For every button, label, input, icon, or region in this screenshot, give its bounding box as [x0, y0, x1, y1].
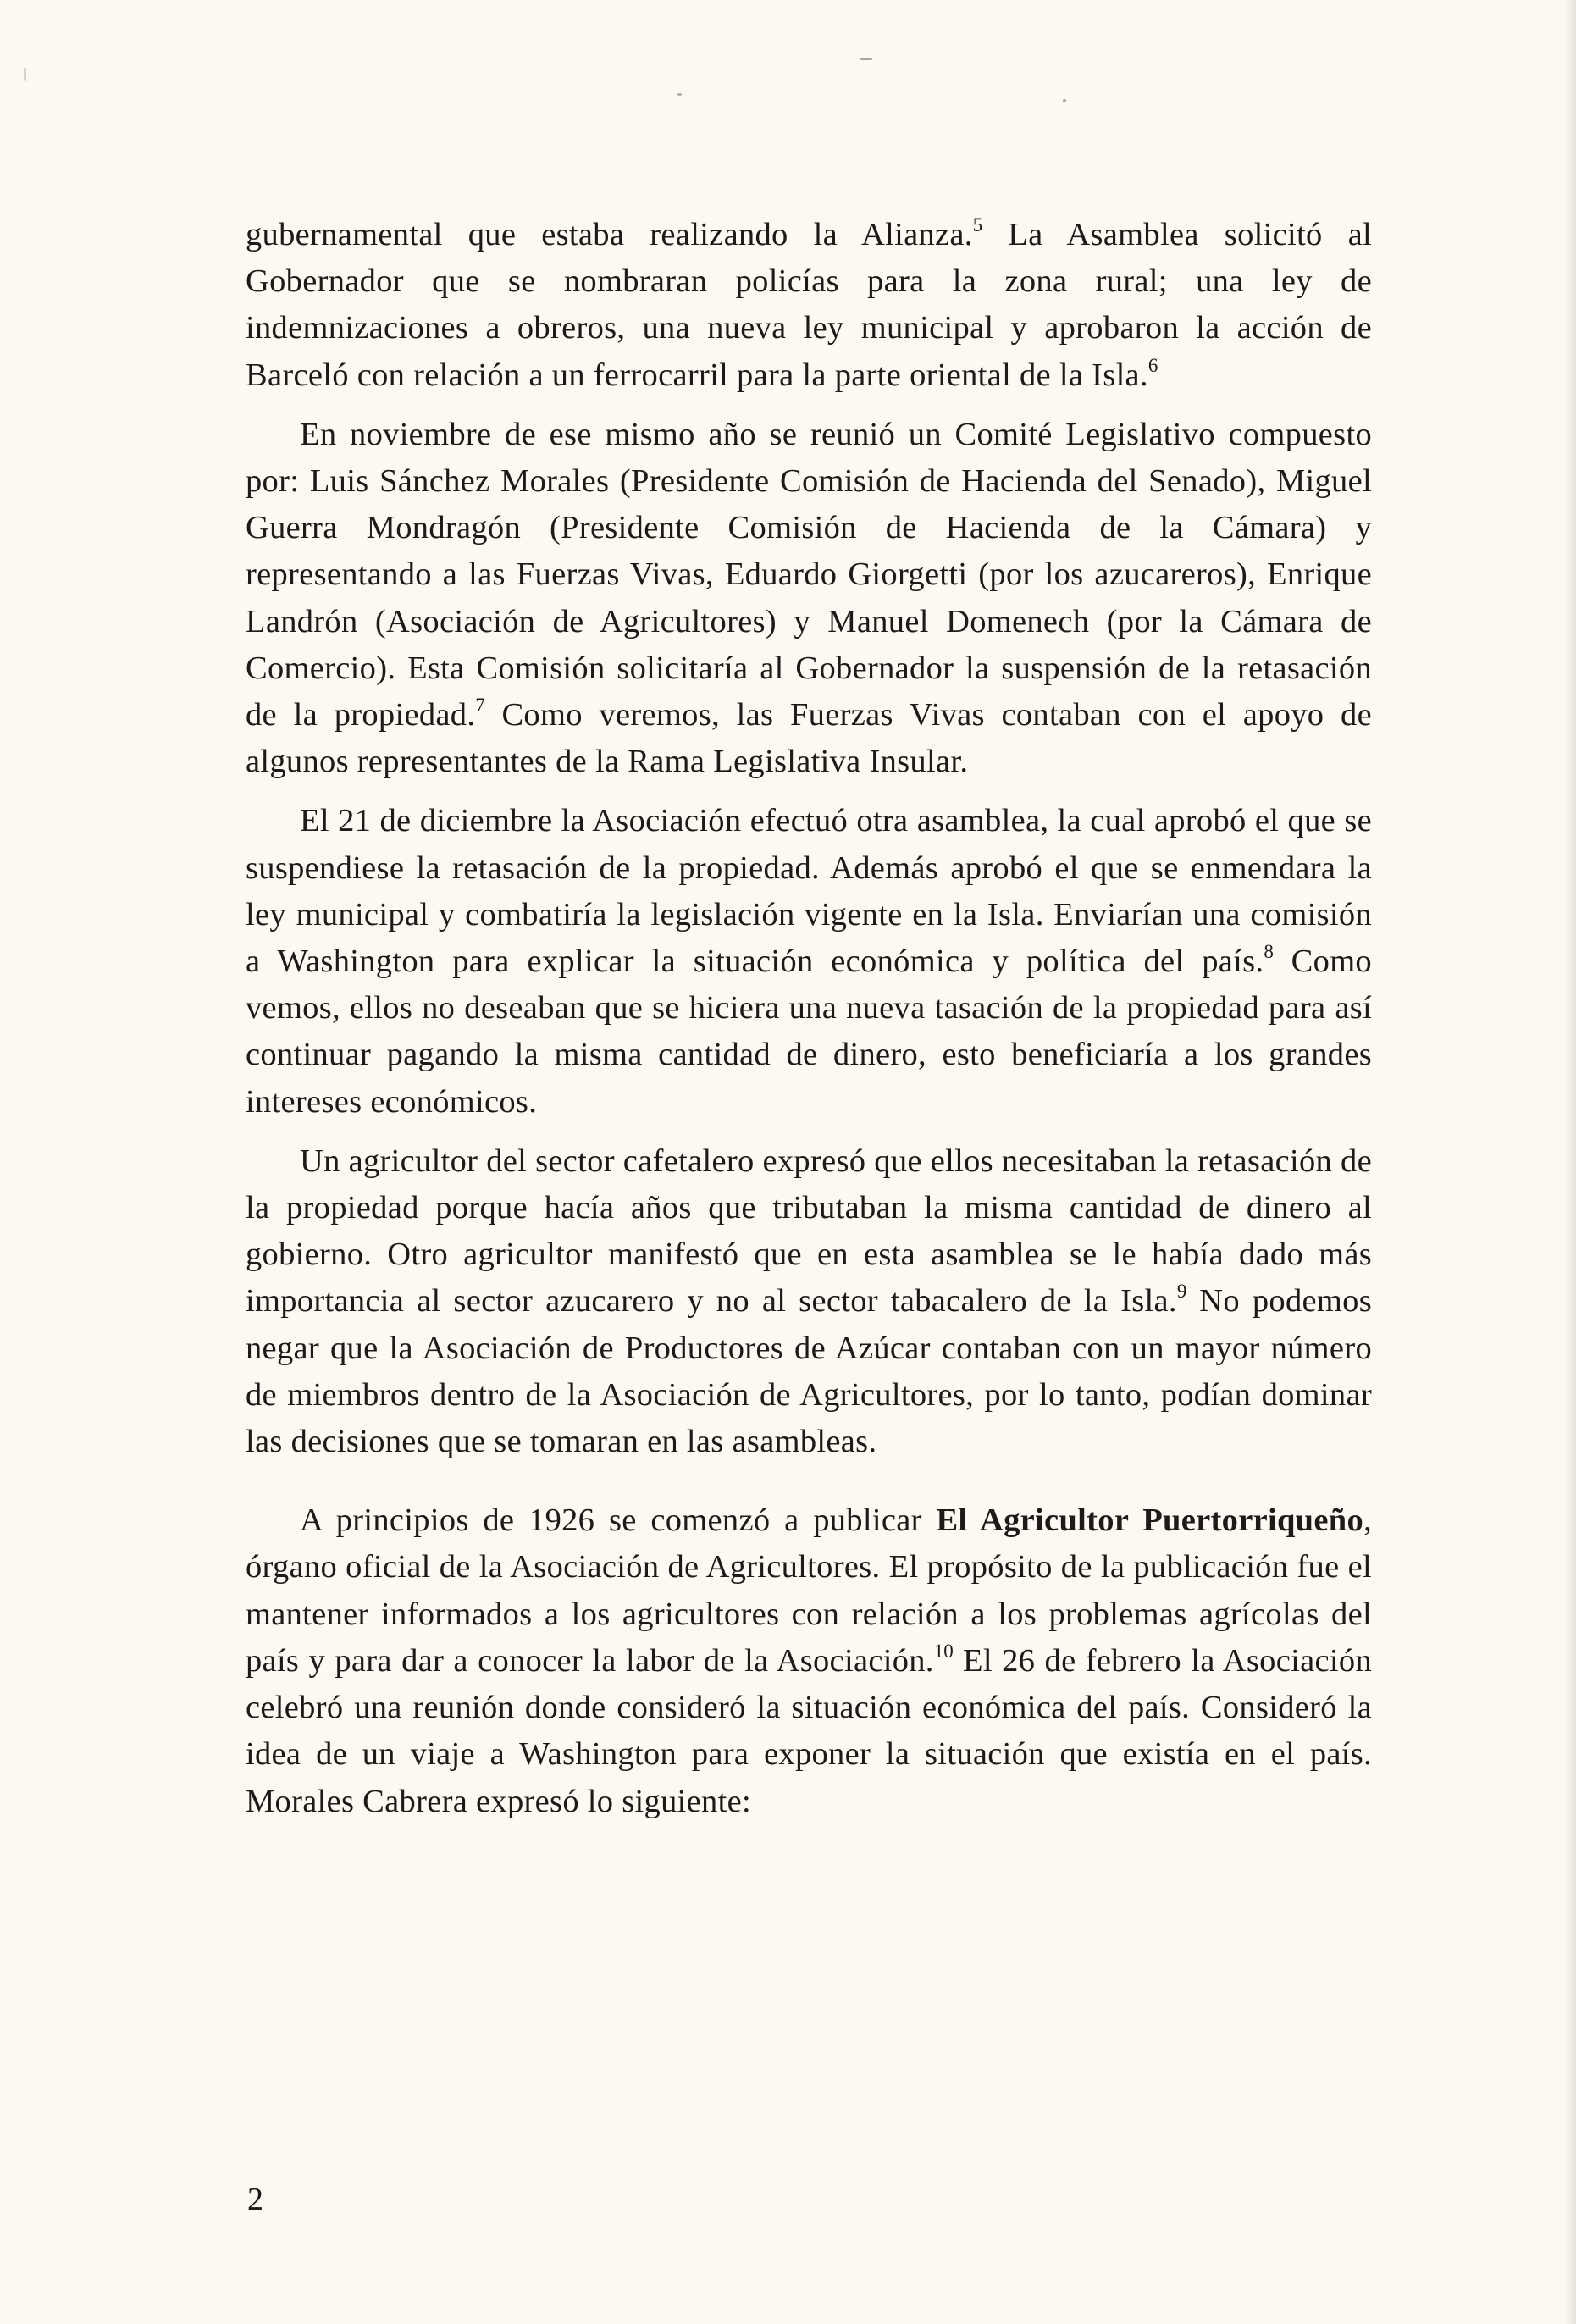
- text-run: Un agricultor del sector cafetalero expresó que ellos necesitaban la retasación de la propiedad porque hacía años que tributaban la misma cantidad de dinero al gobierno. Otro agricultor manifestó que en esta asamblea se le había dado más importancia al sector azucarero y no al sector tabacalero de la Isla.: [246, 1143, 1372, 1320]
- footnote-ref-7: 7: [475, 694, 485, 717]
- paragraph-5: [246, 1497, 1372, 1824]
- text-run: El 26 de febrero la Asociación celebró una reunión donde consideró la situación económica del país. Consideró la idea de un viaje a Washington para exponer la situación que existía en el país. Morales Cabrera expresó lo siguiente:: [246, 1642, 1372, 1819]
- paragraph-2: [246, 412, 1372, 786]
- paper-speck: [677, 93, 682, 96]
- text-run: En noviembre de ese mismo año se reunió un Comité Legislativo compuesto por: Luis Sánchez Morales (Presidente Comisión de Hacienda del Senado), Miguel Guerra Mondragón (Presidente Comisión de Hacienda de la Cámara) y representando a las Fuerzas Vivas, Eduardo Giorgetti (por los azucareros), Enrique Landrón (Asociación de Agricultores) y Manuel Domenech (por la Cámara de Comercio). Esta Comisión solicitaría al Gobernador la suspensión de la retasación de la propiedad.: [246, 416, 1372, 733]
- footnote-ref-9: 9: [1176, 1281, 1187, 1303]
- text-run: La Asamblea solicitó al Gobernador que se nombraran policías para la zona rural; una ley de indemnizaciones a obreros, una nueva ley municipal y aprobaron la acción de Barceló con relación a un ferrocarril para la parte oriental de la Isla.: [246, 217, 1372, 393]
- paper-speck: [1063, 99, 1066, 102]
- text-run: No podemos negar que la Asociación de Productores de Azúcar contaban con un mayor número de miembros dentro de la Asociación de Agricultores, por lo tanto, podían dominar las decisiones que se tomaran en las asambleas.: [246, 1283, 1372, 1460]
- footnote-ref-8: 8: [1264, 941, 1274, 963]
- text-run: gubernamental que estaba realizando la Alianza.: [246, 217, 973, 252]
- paragraph-4: [246, 1138, 1372, 1465]
- body-text: [246, 212, 1372, 1825]
- text-run: A principios de 1926 se comenzó a publicar: [300, 1502, 937, 1539]
- paper-speck: [24, 68, 26, 81]
- text-run: El 21 de diciembre la Asociación efectuó otra asamblea, la cual aprobó el que se suspendiese la retasación de la propiedad. Además aprobó el que se enmendara la ley municipal y combatiría la legislación vigente en la Isla. Enviarían una comisión a Washington para explicar la situación económica y política del país.: [246, 803, 1372, 980]
- text-run: , órgano oficial de la Asociación de Agricultores. El propósito de la publicación fue el mantener informados a los agricultores con relación a los problemas agrícolas del país y para dar a conocer la labor de la Asociación.: [246, 1502, 1372, 1679]
- paper-speck: [860, 58, 872, 60]
- page-edge-shadow: [1564, 0, 1576, 2324]
- publication-title: El Agricultor Puertorriqueño: [936, 1502, 1364, 1539]
- footnote-ref-5: 5: [972, 214, 983, 235]
- page-number: 2: [247, 2182, 263, 2217]
- text-run: Como veremos, las Fuerzas Vivas contaban con el apoyo de algunos representantes de la Rama Legislativa Insular.: [246, 697, 1372, 780]
- paragraph-1: [246, 212, 1372, 399]
- text-run: Como vemos, ellos no deseaban que se hiciera una nueva tasación de la propiedad para así continuar pagando la misma cantidad de dinero, esto beneficiaría a los grandes intereses económicos.: [246, 943, 1372, 1120]
- footnote-ref-6: 6: [1147, 354, 1158, 376]
- paragraph-3: [246, 798, 1372, 1125]
- footnote-ref-10: 10: [933, 1640, 954, 1662]
